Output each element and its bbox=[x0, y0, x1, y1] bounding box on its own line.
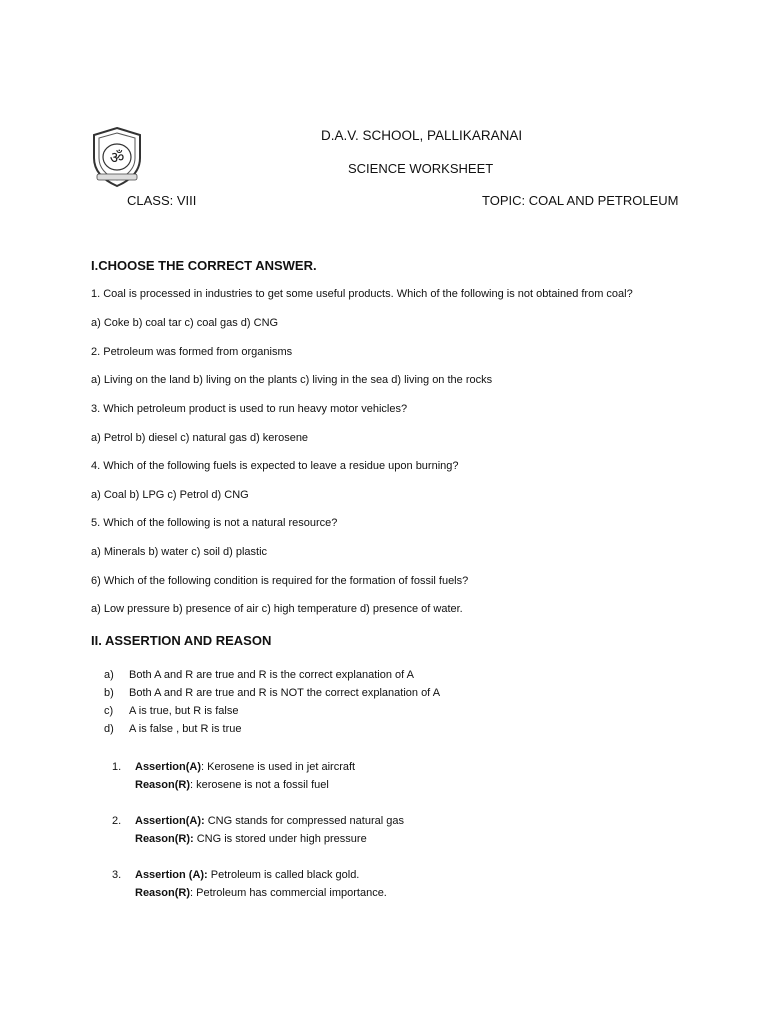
assertion-text: CNG stands for compressed natural gas bbox=[204, 815, 404, 827]
reason-label: Reason(R) bbox=[135, 887, 191, 899]
option-letter: a) bbox=[104, 669, 114, 681]
list-item bbox=[112, 866, 404, 902]
item-number: 3. bbox=[112, 869, 122, 881]
assertion-label: Assertion(A): bbox=[135, 815, 205, 827]
option-text: Both A and R are true and R is the correct explanation of A bbox=[129, 669, 414, 681]
option-letter: d) bbox=[104, 723, 114, 735]
option-text: A is false , but R is true bbox=[129, 723, 242, 735]
reason-line bbox=[135, 776, 355, 794]
question-line: 2. Petroleum was formed from organisms bbox=[91, 346, 293, 358]
svg-text:ॐ: ॐ bbox=[109, 148, 125, 167]
list-item bbox=[112, 812, 404, 848]
option-text: Both A and R are true and R is NOT the correct explanation of A bbox=[129, 687, 441, 699]
assertion-text: : Kerosene is used in jet aircraft bbox=[201, 761, 356, 773]
reason-label: Reason(R) bbox=[135, 779, 191, 791]
assertion-label: Assertion (A): bbox=[135, 869, 208, 881]
list-item bbox=[104, 720, 440, 738]
options-line: a) Coal b) LPG c) Petrol d) CNG bbox=[91, 489, 249, 501]
assertion-line bbox=[135, 758, 355, 776]
list-item bbox=[104, 702, 440, 720]
options-line: a) Petrol b) diesel c) natural gas d) kerosene bbox=[91, 432, 309, 444]
question-line: 6) Which of the following condition is required for the formation of fossil fuels? bbox=[91, 575, 469, 587]
reason-label: Reason(R): bbox=[135, 833, 194, 845]
assertion-reason-options bbox=[104, 666, 440, 738]
options-line: a) Minerals b) water c) soil d) plastic bbox=[91, 546, 268, 558]
school-emblem-icon bbox=[88, 126, 146, 188]
item-number: 2. bbox=[112, 815, 122, 827]
list-item bbox=[112, 758, 404, 794]
question-line: 3. Which petroleum product is used to run heavy motor vehicles? bbox=[91, 403, 408, 415]
reason-line bbox=[135, 830, 404, 848]
item-number: 1. bbox=[112, 761, 122, 773]
reason-text: : Petroleum has commercial importance. bbox=[190, 887, 387, 899]
list-item bbox=[104, 684, 440, 702]
school-name: D.A.V. SCHOOL, PALLIKARANAI bbox=[321, 128, 523, 143]
question-line: 4. Which of the following fuels is expected to leave a residue upon burning? bbox=[91, 460, 459, 472]
assertion-label: Assertion(A) bbox=[135, 761, 202, 773]
section-2-title: II. ASSERTION AND REASON bbox=[91, 633, 272, 648]
options-line: a) Coke b) coal tar c) coal gas d) CNG bbox=[91, 317, 279, 329]
worksheet-title: SCIENCE WORKSHEET bbox=[348, 161, 494, 176]
question-line: 5. Which of the following is not a natural resource? bbox=[91, 517, 338, 529]
topic-label: TOPIC: COAL AND PETROLEUM bbox=[482, 193, 679, 208]
option-letter: c) bbox=[104, 705, 114, 717]
assertion-line bbox=[135, 866, 387, 884]
options-line: a) Low pressure b) presence of air c) high temperature d) presence of water. bbox=[91, 603, 463, 615]
section-1-title: I.CHOOSE THE CORRECT ANSWER. bbox=[91, 258, 317, 273]
question-line: 1. Coal is processed in industries to get some useful products. Which of the following is not obtained from coal? bbox=[91, 288, 633, 300]
reason-line bbox=[135, 884, 387, 902]
class-label: CLASS: VIII bbox=[127, 193, 197, 208]
assertion-text: Petroleum is called black gold. bbox=[207, 869, 360, 881]
reason-text: CNG is stored under high pressure bbox=[193, 833, 367, 845]
option-text: A is true, but R is false bbox=[129, 705, 239, 717]
options-line: a) Living on the land b) living on the plants c) living in the sea d) living on the rocks bbox=[91, 374, 493, 386]
option-letter: b) bbox=[104, 687, 114, 699]
assertion-line bbox=[135, 812, 404, 830]
assertion-reason-items bbox=[112, 758, 404, 920]
list-item bbox=[104, 666, 440, 684]
reason-text: : kerosene is not a fossil fuel bbox=[190, 779, 329, 791]
